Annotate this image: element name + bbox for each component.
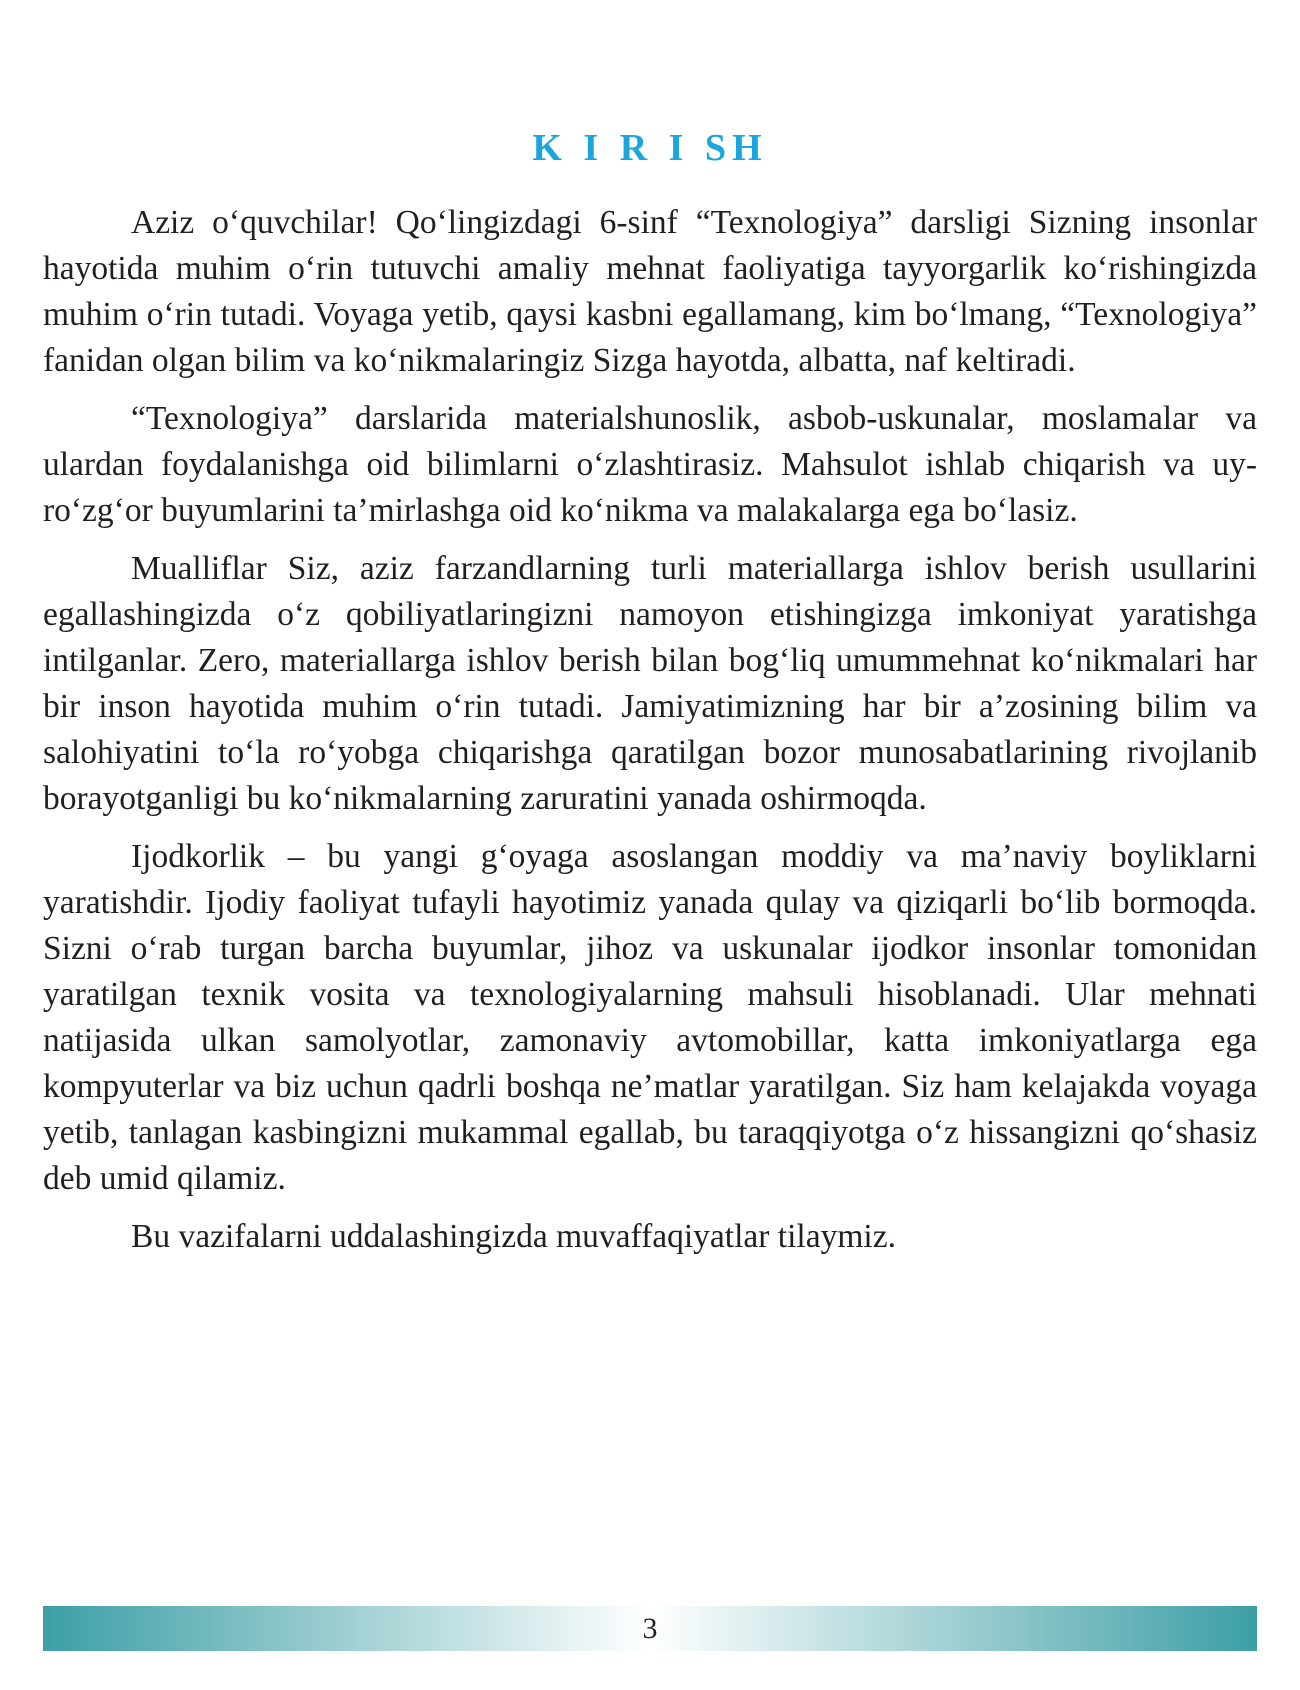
paragraph-2: “Texnologiya” darslarida materialshunoslik, asbob-uskunalar, moslamalar va ulardan foydalanishga oid bilimlarni o‘zlashtirasiz. Mahsulot ishlab chiqarish va uy-ro‘zg‘or buyumlarini ta’mirlashga oid ko‘nikma va malakalarga ega bo‘lasiz. — [43, 400, 1257, 529]
page-number: 3 — [642, 1612, 658, 1645]
footer-bar — [43, 1606, 1257, 1651]
page-title: K I R I SH — [532, 127, 768, 169]
paragraph-5: Bu vazifalarni uddalashingizda muvaffaqiyatlar tilaymiz. — [131, 1218, 896, 1255]
paragraph-4: Ijodkorlik – bu yangi g‘oyaga asoslangan moddiy va ma’naviy boyliklarni yaratishdir. Ijodiy faoliyat tufayli hayotimiz yanada qulay va qiziqarli bo‘lib bormoqda. Sizni o‘rab turgan barcha buyumlar, jihoz va uskunalar ijodkor insonlar tomonidan yaratilgan texnik vosita va texnologiyalarning mahsuli hisoblanadi. Ular mehnati natijasida ulkan samolyotlar, zamonaviy avtomobillar, katta imkoniyatlarga ega kompyuterlar va biz uchun qadrli boshqa ne’matlar yaratilgan. Siz ham kelajakda voyaga yetib, tanlagan kasbingizni mukammal egallab, bu taraqqiyotga o‘z hissangizni qo‘shasiz deb umid qilamiz. — [43, 838, 1257, 1197]
paragraph-1: Aziz o‘quvchilar! Qo‘lingizdagi 6-sinf “Texnologiya” darsligi Sizning insonlar hayotida muhim o‘rin tutuvchi amaliy mehnat faoliyatiga tayyorgarlik ko‘rishingizda muhim o‘rin tutadi. Voyaga yetib, qaysi kasbni egallamang, kim bo‘lmang, “Texnologiya” fanidan olgan bilim va ko‘nikmalaringiz Sizga hayotda, albatta, naf keltiradi. — [43, 204, 1257, 379]
paragraph-3: Mualliflar Siz, aziz farzandlarning turli materiallarga ishlov berish usullarini egallashingizda o‘z qobiliyatlaringizni namoyon etishingizga imkoniyat yaratishga intilganlar. Zero, materiallarga ishlov berish bilan bog‘liq umummehnat ko‘nikmalari har bir inson hayotida muhim o‘rin tutadi. Jamiyatimizning har bir a’zosining bilim va salohiyatini to‘la ro‘yobga chiqarishga qaratilgan bozor munosabatlarining rivojlanib borayotganligi bu ko‘nikmalarning zaruratini yanada oshirmoqda. — [43, 550, 1257, 817]
body-text — [43, 200, 1257, 1272]
